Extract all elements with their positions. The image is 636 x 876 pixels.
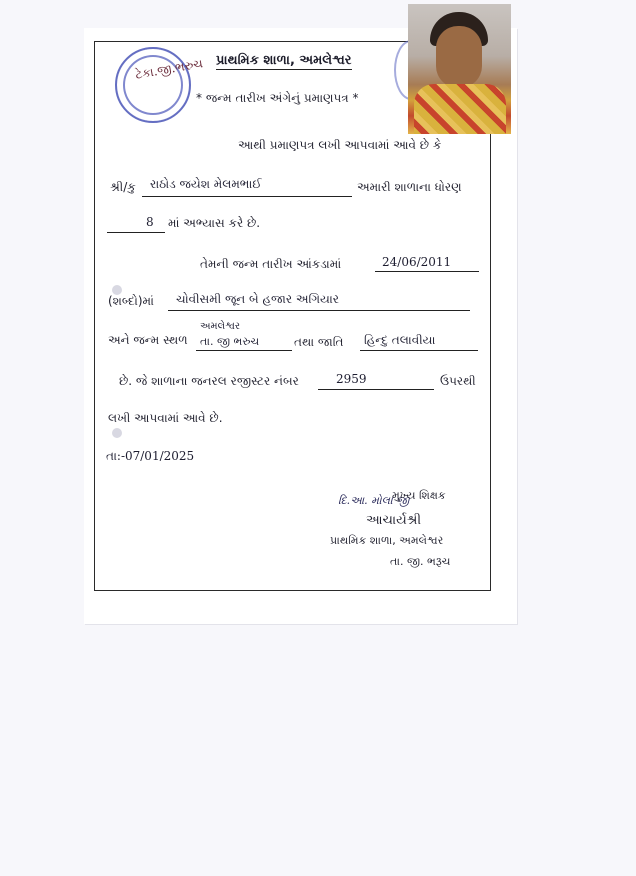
dob-words-value: ચોવીસમી જૂન બે હજાર અગિયાર (176, 292, 339, 306)
signature-role: આચાર્યશ્રી (366, 513, 422, 528)
dob-numeric-value: 24/06/2011 (382, 255, 452, 269)
school-mention: અમારી શાળાના ધોરણ (357, 180, 462, 194)
birthplace-underline (196, 350, 292, 351)
stamp-signature: ટેકા.જી.ભરુચ (134, 56, 204, 82)
birthplace-label: અને જન્મ સ્થળ (108, 333, 188, 347)
photo-face (436, 26, 482, 88)
register-underline (318, 389, 434, 390)
standard-underline (107, 232, 165, 233)
student-photo (408, 4, 511, 134)
dob-numeric-label: તેમની જન્મ તારીખ આંકડામાં (200, 257, 342, 271)
school-title: પ્રાથમિક શાળા, અમલેશ્વર (216, 53, 352, 68)
intro-line: આથી પ્રમાણપત્ર લખી આપવામાં આવે છે કે (238, 138, 442, 152)
caste-value: હિન્દુ તલાવીયા (364, 333, 436, 347)
student-name: રાઠોડ જયેશ મેલમભાઈ (150, 177, 262, 191)
register-value: 2959 (336, 372, 367, 386)
closing-text: લખી આપવામાં આવે છે. (108, 411, 223, 425)
student-name-underline (142, 196, 352, 197)
birthplace-value: તા. જી ભરુચ (200, 335, 260, 348)
issue-date: તા:-07/01/2025 (106, 449, 195, 463)
signature-role-head: મુખ્ય શિક્ષક (392, 489, 446, 502)
register-label: છે. જે શાળાના જનરલ રજીસ્ટર નંબર (119, 374, 299, 388)
shri-prefix: શ્રી/કુ (110, 180, 136, 194)
from-text: ઉપરથી (440, 374, 476, 388)
dob-numeric-underline (375, 271, 479, 272)
dob-words-underline (168, 310, 470, 311)
caste-underline (360, 350, 478, 351)
caste-label: તથા જાતિ (294, 335, 344, 349)
certificate-title: * જન્મ તારીખ અંગેનું પ્રમાણપત્ર * (196, 91, 359, 105)
studying-text: માં અભ્યાસ કરે છે. (168, 216, 261, 230)
signature-district: તા. જી. ભરૂચ (390, 555, 451, 568)
birthplace-value-top: અમલેશ્વર (200, 321, 241, 332)
signature-school: પ્રાથમિક શાળા, અમલેશ્વર (330, 534, 444, 547)
school-stamp (115, 47, 191, 123)
photo-shirt (414, 84, 506, 134)
dob-words-label: (શબ્દો)માં (108, 294, 154, 308)
standard-value: 8 (146, 215, 154, 229)
signature-handwriting: દિ.આ. મોલા જી (338, 494, 410, 507)
